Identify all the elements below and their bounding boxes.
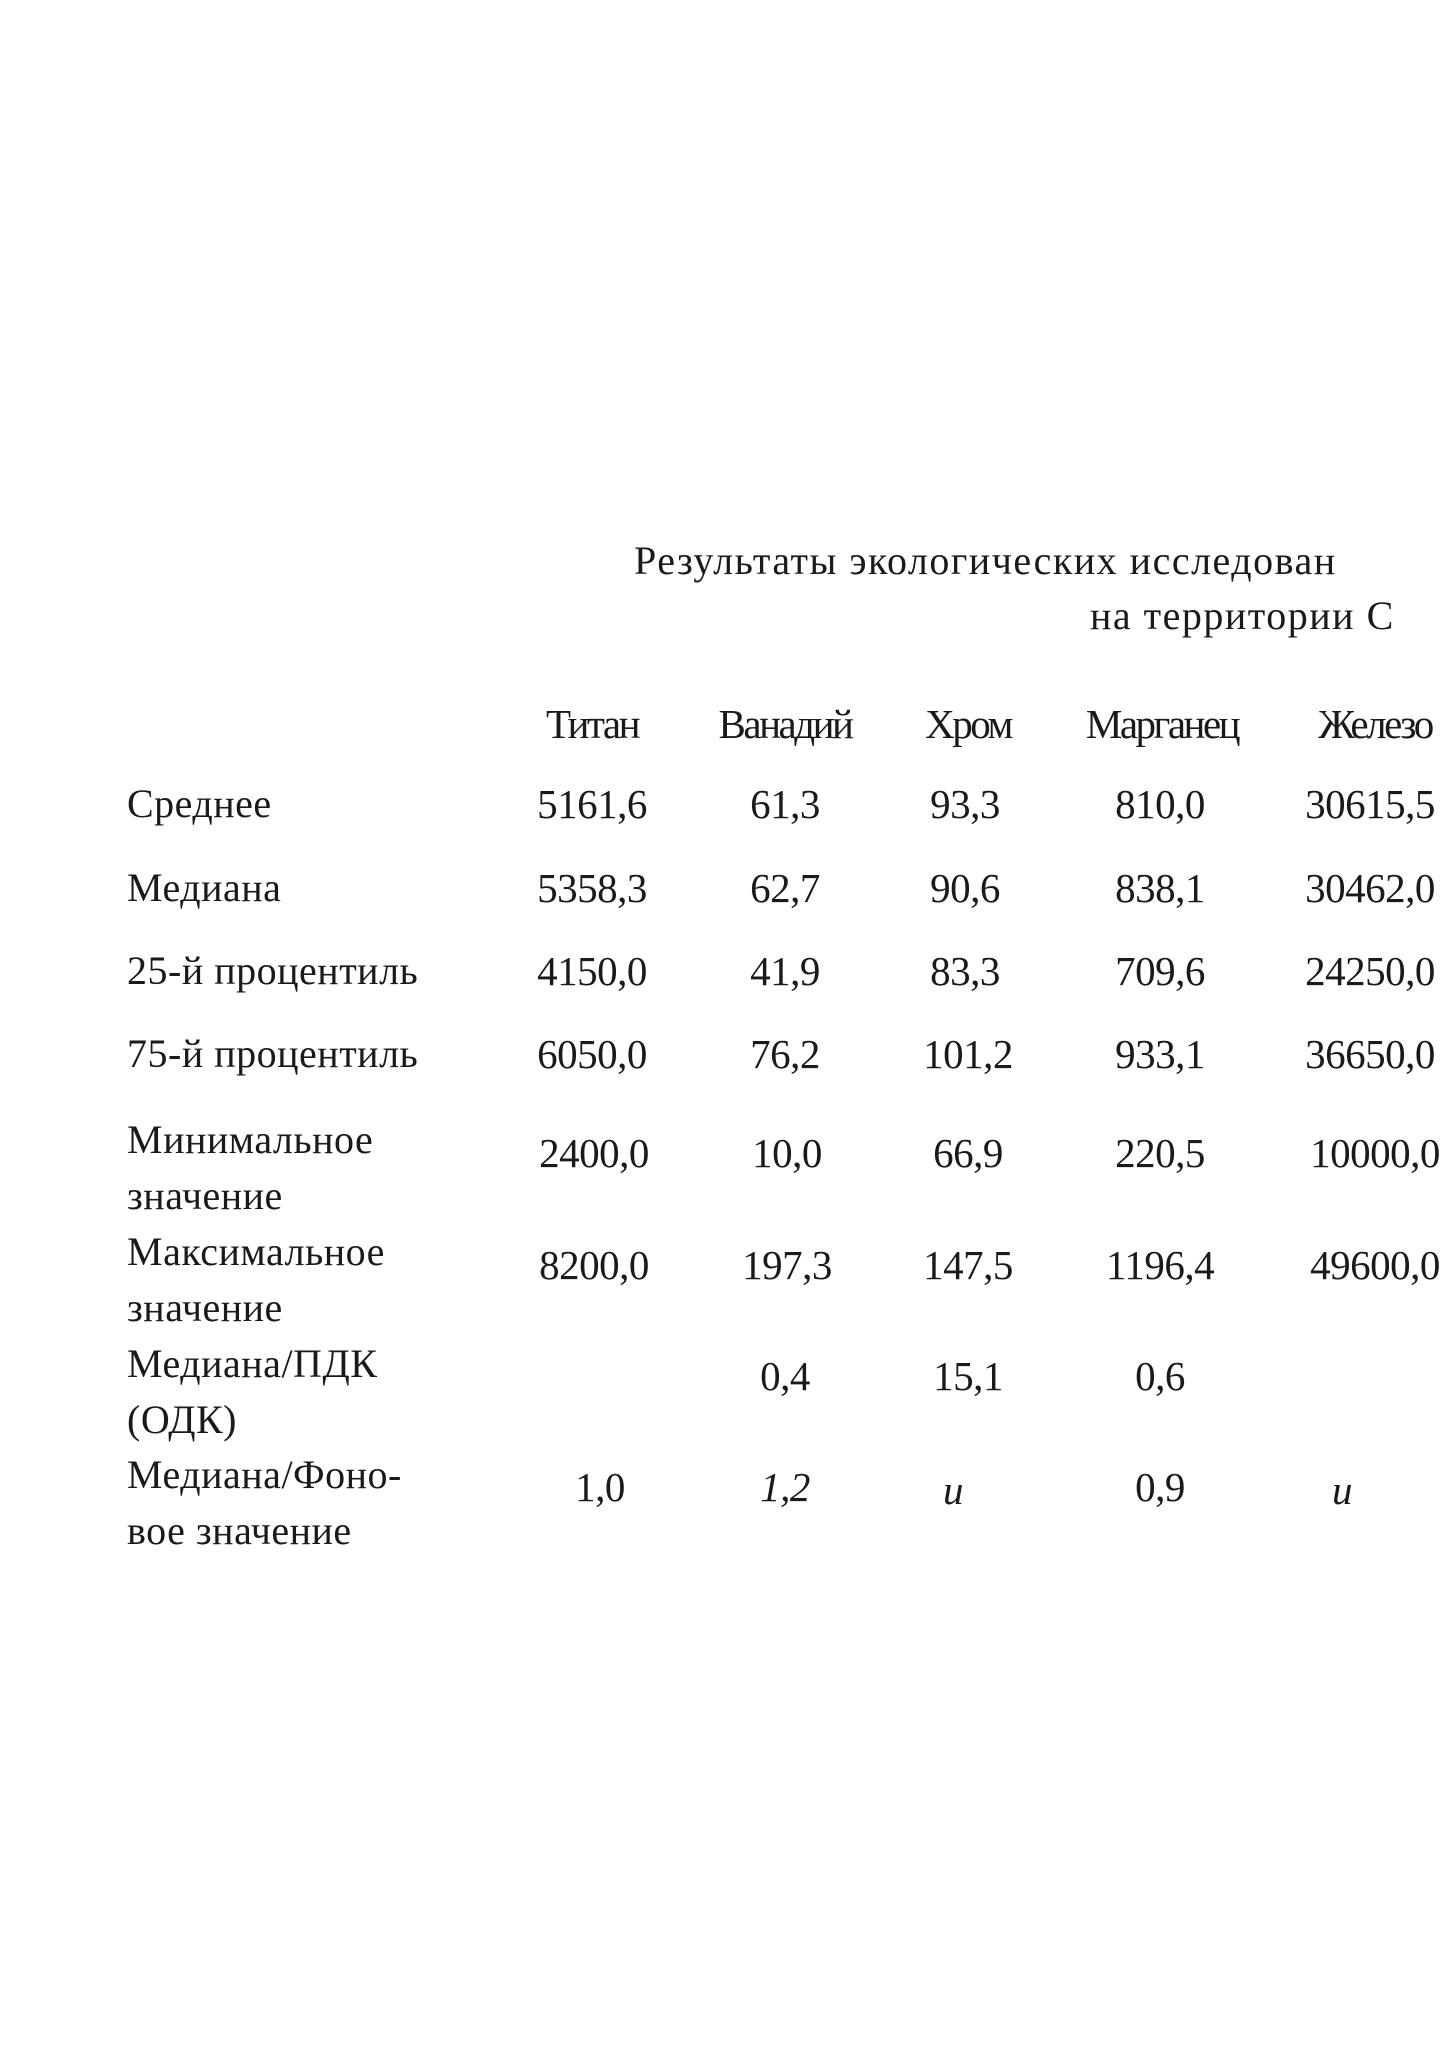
cell-value: 30462,0 xyxy=(1305,865,1435,911)
column-header-manganese: Марганец xyxy=(1085,701,1239,747)
cell-value: 61,3 xyxy=(750,781,820,827)
column-header-titan: Титан xyxy=(545,701,639,747)
cell-value: 49600,0 xyxy=(1310,1242,1440,1288)
row-label: Среднее xyxy=(127,781,272,826)
cell-value: 220,5 xyxy=(1115,1130,1205,1176)
cell-value: 6050,0 xyxy=(537,1031,647,1077)
row-label: Медиана xyxy=(127,865,282,910)
column-header-iron: Железо xyxy=(1318,701,1432,747)
cell-value: 709,6 xyxy=(1115,948,1205,994)
column-header-vanadium: Ванадий xyxy=(718,701,852,747)
cell-value: 1,0 xyxy=(575,1464,625,1510)
cell-value: 0,9 xyxy=(1135,1464,1185,1510)
cell-value: 147,5 xyxy=(923,1242,1013,1288)
cell-value: 8200,0 xyxy=(539,1242,649,1288)
cell-value: 93,3 xyxy=(930,781,1000,827)
row-label: Медиана/ПДК (ОДК) xyxy=(127,1341,378,1442)
table-title-line-2: на территории С xyxy=(1090,593,1395,638)
cell-value: и xyxy=(1332,1467,1352,1513)
row-label: 75-й процентиль xyxy=(127,1031,419,1076)
cell-value: 10000,0 xyxy=(1310,1130,1440,1176)
row-label: Медиана/Фоно- вое значение xyxy=(127,1452,402,1553)
cell-value: 5358,3 xyxy=(537,865,647,911)
cell-value: 62,7 xyxy=(750,865,820,911)
column-header-chromium: Хром xyxy=(925,701,1011,747)
cell-value: 30615,5 xyxy=(1305,781,1435,827)
row-label: Минимальное значение xyxy=(127,1117,374,1218)
cell-value: 810,0 xyxy=(1115,781,1205,827)
cell-value: 41,9 xyxy=(750,948,820,994)
cell-value: 24250,0 xyxy=(1305,948,1435,994)
cell-value: 838,1 xyxy=(1115,865,1205,911)
cell-value: 10,0 xyxy=(752,1130,822,1176)
cell-value: 0,6 xyxy=(1135,1353,1185,1399)
cell-value: 76,2 xyxy=(750,1031,820,1077)
table-title-line-1: Результаты экологических исследован xyxy=(634,538,1337,583)
cell-value: 0,4 xyxy=(760,1353,810,1399)
cell-value: 15,1 xyxy=(933,1353,1003,1399)
cell-value: 5161,6 xyxy=(537,781,647,827)
cell-value: 2400,0 xyxy=(539,1130,649,1176)
cell-value: 1,2 xyxy=(760,1464,810,1510)
cell-value: 101,2 xyxy=(923,1031,1013,1077)
cell-value: и xyxy=(943,1467,963,1513)
cell-value: 36650,0 xyxy=(1305,1031,1435,1077)
cell-value: 197,3 xyxy=(742,1242,832,1288)
cell-value: 90,6 xyxy=(930,865,1000,911)
cell-value: 66,9 xyxy=(933,1130,1003,1176)
row-label: Максимальное значение xyxy=(127,1229,385,1330)
row-label: 25-й процентиль xyxy=(127,948,419,993)
cell-value: 83,3 xyxy=(930,948,1000,994)
cell-value: 933,1 xyxy=(1115,1031,1205,1077)
cell-value: 1196,4 xyxy=(1105,1242,1215,1288)
cell-value: 4150,0 xyxy=(537,948,647,994)
